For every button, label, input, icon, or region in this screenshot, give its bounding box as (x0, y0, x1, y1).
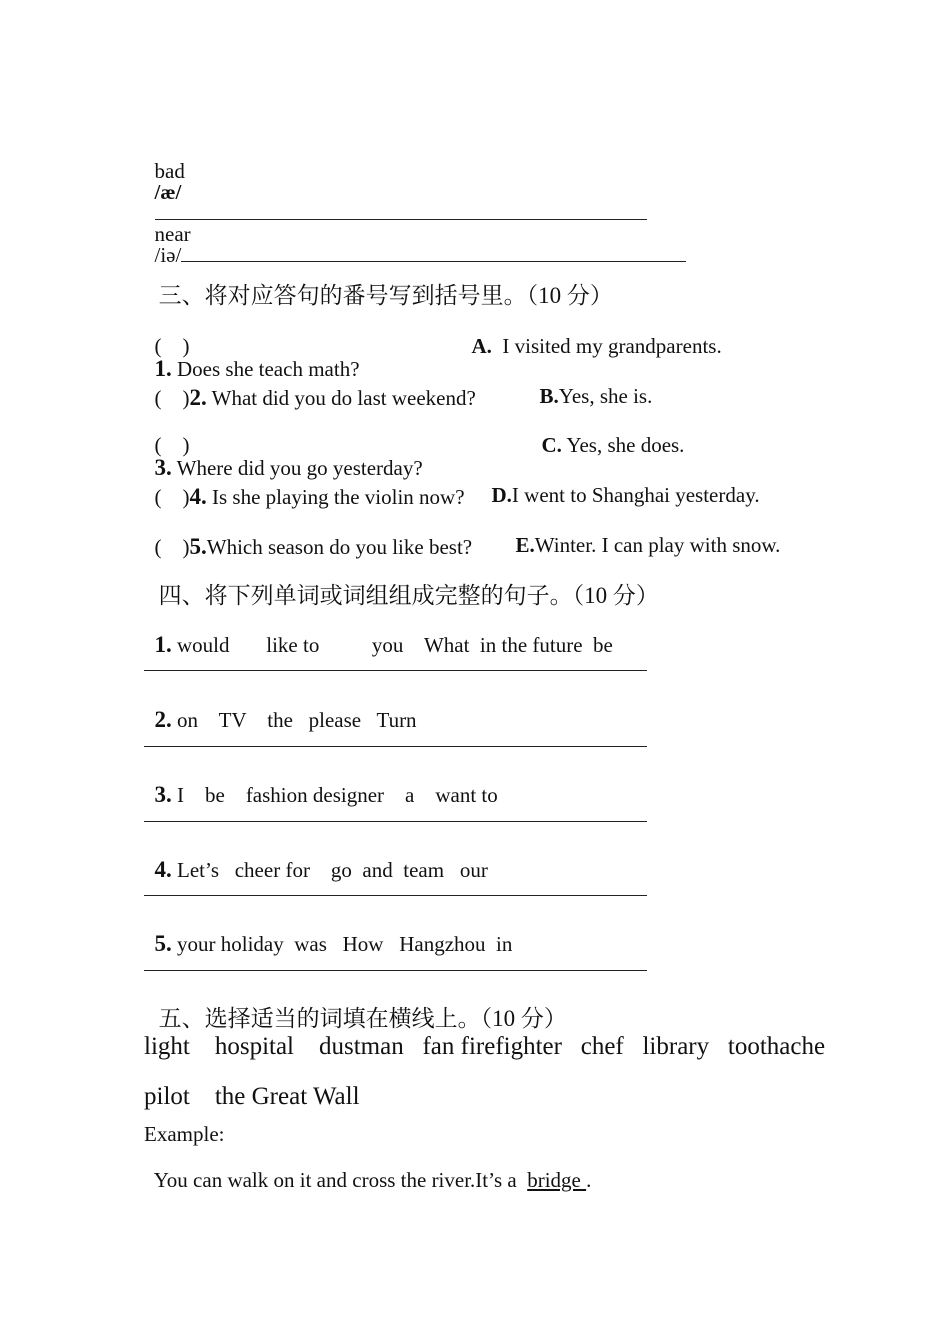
phonics-line-2 (144, 203, 686, 266)
item-number: 4. (189, 484, 207, 509)
answer-line[interactable] (144, 970, 647, 971)
phonics-word: bad (154, 159, 185, 183)
answer-line[interactable] (144, 821, 647, 822)
phonics-ipa: /iə/ (154, 243, 182, 267)
section-3-score: （10 分） (526, 283, 613, 308)
answer-paren[interactable]: ( ) (154, 433, 190, 457)
example-text: You can walk on it and cross the river.It’s a (153, 1168, 528, 1192)
option-text: Yes, she is. (558, 384, 653, 408)
sentence-item-4 (144, 837, 488, 881)
sentence-item-1 (144, 612, 613, 656)
option-letter: A. (471, 334, 492, 358)
item-number: 2. (189, 385, 207, 410)
option-b (529, 365, 652, 407)
option-letter: B. (539, 384, 559, 408)
section-5-title: 五、选择适当的词填在横线上。 (158, 1006, 481, 1032)
question-text: Is she playing the violin now? (206, 485, 465, 509)
answer-line[interactable] (144, 895, 647, 896)
option-letter: D. (491, 483, 512, 507)
option-d (481, 464, 760, 506)
option-letter: E. (515, 533, 535, 557)
sentence-item-2 (144, 687, 417, 731)
option-text: Winter. I can play with snow. (534, 533, 781, 557)
section-4-score: （10 分） (572, 583, 659, 608)
question-text: Where did you go yesterday? (171, 456, 423, 480)
option-a (461, 315, 722, 357)
answer-paren[interactable]: ( ) (154, 485, 190, 509)
section-4-heading (144, 561, 659, 608)
scrambled-words: your holiday was How Hangzhou in (171, 932, 513, 956)
item-number: 4. (154, 857, 172, 882)
word-bank-line-1: light hospital dustman fan firefighter chef library toothache (144, 1033, 826, 1060)
question-text: Which season do you like best? (206, 535, 473, 559)
phonics-word: near (154, 222, 191, 246)
answer-line[interactable] (144, 746, 647, 747)
scrambled-words: on TV the please Turn (171, 708, 417, 732)
section-5-score: （10 分） (480, 1006, 567, 1031)
question-text: What did you do last weekend? (206, 386, 476, 410)
answer-paren[interactable]: ( ) (154, 535, 190, 559)
section-3-heading (144, 261, 613, 308)
answer-paren[interactable]: ( ) (154, 386, 190, 410)
item-number: 5. (154, 931, 172, 956)
item-number: 1. (154, 356, 172, 381)
answer-paren[interactable]: ( ) (154, 334, 190, 358)
section-4-title: 四、将下列单词或词组组成完整的句子。 (158, 583, 573, 609)
option-text: I went to Shanghai yesterday. (511, 483, 760, 507)
word-bank-line-2: pilot the Great Wall (144, 1083, 360, 1110)
item-number: 5. (189, 534, 207, 559)
option-text: I visited my grandparents. (491, 334, 722, 358)
example-label: Example: (144, 1122, 225, 1146)
item-number: 3. (154, 782, 172, 807)
scrambled-words: would like to you What in the future be (171, 633, 613, 657)
section-5-heading (144, 984, 567, 1031)
item-number: 1. (154, 632, 172, 657)
answer-line[interactable] (144, 670, 647, 671)
scrambled-words: Let’s cheer for go and team our (171, 858, 488, 882)
item-number: 2. (154, 707, 172, 732)
option-letter: C. (541, 433, 562, 457)
match-item-4 (144, 464, 465, 508)
match-item-5 (144, 514, 472, 558)
match-item-2 (144, 365, 476, 409)
section-3-title: 三、将对应答句的番号写到括号里。 (158, 283, 527, 309)
example-answer: bridge (527, 1168, 587, 1192)
phonics-ipa: /æ/ (154, 180, 182, 204)
option-c (531, 414, 684, 456)
sentence-item-5 (144, 911, 512, 955)
example-end: . (586, 1168, 592, 1192)
item-number: 3. (154, 455, 172, 480)
option-e (505, 514, 780, 556)
option-text: Yes, she does. (561, 433, 685, 457)
scrambled-words: I be fashion designer a want to (171, 783, 498, 807)
example-sentence (144, 1149, 591, 1191)
question-text: Does she teach math? (171, 357, 360, 381)
sentence-item-3 (144, 762, 498, 806)
